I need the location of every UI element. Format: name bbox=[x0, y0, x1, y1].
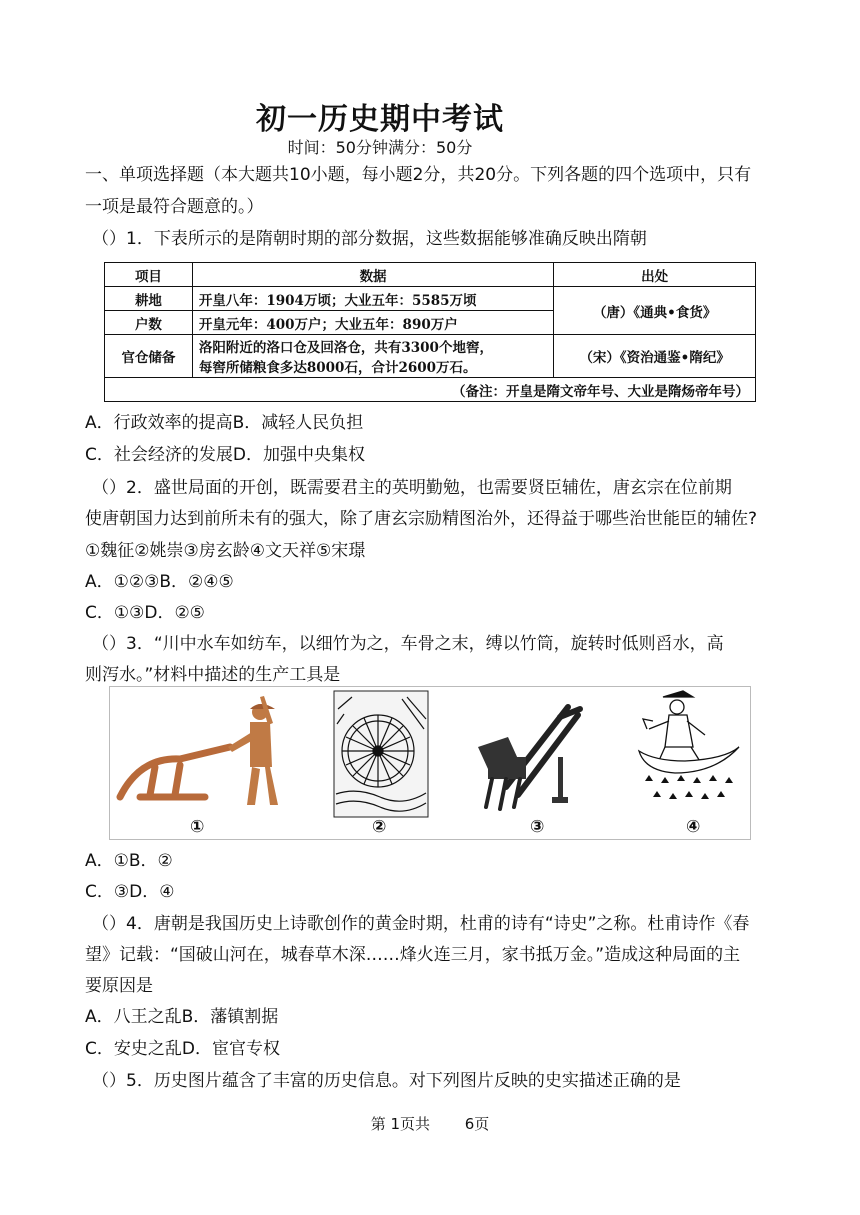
image-label-2: ② bbox=[372, 817, 387, 837]
table-cell-data: 开皇元年：400万户；大业五年：890万户 bbox=[192, 311, 553, 335]
table-header-cell: 项目 bbox=[105, 263, 193, 287]
question-4-options-cd: C．安史之乱D．宦官专权 bbox=[85, 1039, 280, 1059]
question-2-options-ab: A．①②③B．②④⑤ bbox=[85, 572, 234, 592]
farming-tools-image bbox=[109, 686, 751, 840]
table-cell-source: （宋）《资治通鉴•隋纪》 bbox=[554, 335, 756, 378]
seedling-boat-illustration bbox=[635, 689, 747, 817]
table-cell-data-line: 洛阳附近的洛口仓及回洛仓，共有3300个地窖， bbox=[198, 340, 493, 356]
table-cell-item: 耕地 bbox=[105, 287, 193, 311]
question-1-stem: （）1．下表所示的是隋朝时期的部分数据，这些数据能够准确反映出隋朝 bbox=[92, 229, 647, 249]
question-4-stem-end: 要原因是 bbox=[85, 976, 153, 996]
page-title: 初一历史期中考试 bbox=[256, 102, 504, 137]
question-3-options-cd: C．③D．④ bbox=[85, 882, 175, 902]
question-3-stem-cont: 则泻水。”材料中描述的生产工具是 bbox=[85, 665, 341, 685]
question-2-stem: （）2．盛世局面的开创，既需要君主的英明勤勉，也需要贤臣辅佐，唐玄宗在位前期 bbox=[92, 478, 732, 498]
table-cell-source: （唐）《通典•食货》 bbox=[554, 287, 756, 335]
question-1-options-cd: C．社会经济的发展D．加强中央集权 bbox=[85, 445, 365, 465]
question-5-stem: （）5．历史图片蕴含了丰富的历史信息。对下列图片反映的史实描述正确的是 bbox=[92, 1071, 681, 1091]
question-4-stem: （）4．唐朝是我国历史上诗歌创作的黄金时期，杜甫的诗有“诗史”之称。杜甫诗作《春 bbox=[92, 914, 750, 934]
table-cell-data: 开皇八年：1904万顷；大业五年：5585万顷 bbox=[192, 287, 553, 311]
waterwheel-illustration bbox=[332, 689, 430, 819]
seeder-illustration bbox=[468, 697, 588, 815]
exam-time-info: 时间：50分钟满分：50分 bbox=[287, 138, 473, 157]
table-cell-data-line: 每窖所储粮食多达8000石，合计2600万石。 bbox=[198, 360, 477, 376]
image-label-3: ③ bbox=[530, 817, 545, 837]
page-footer: 第 1页共 6页 bbox=[370, 1115, 490, 1133]
table-row bbox=[105, 287, 756, 311]
plough-illustration bbox=[110, 687, 280, 817]
table-cell-data bbox=[192, 335, 553, 378]
sui-data-table bbox=[104, 262, 756, 402]
question-4-options-ab: A．八王之乱B．藩镇割据 bbox=[85, 1007, 279, 1027]
table-note-row bbox=[105, 378, 756, 402]
section-heading: 一、单项选择题（本大题共10小题，每小题2分，共20分。下列各题的四个选项中，只有 bbox=[85, 165, 752, 185]
image-label-4: ④ bbox=[686, 817, 701, 837]
table-row bbox=[105, 335, 756, 378]
table-cell-item: 户数 bbox=[105, 311, 193, 335]
question-3-options-ab: A．①B．② bbox=[85, 851, 173, 871]
table-header-cell: 数据 bbox=[192, 263, 553, 287]
question-2-stem-cont: 使唐朝国力达到前所未有的强大，除了唐玄宗励精图治外，还得益于哪些治世能臣的辅佐? bbox=[85, 509, 758, 529]
question-2-options-cd: C．①③D．②⑤ bbox=[85, 603, 205, 623]
section-heading-cont: 一项是最符合题意的。） bbox=[85, 197, 264, 217]
question-2-choices: ①魏征②姚崇③房玄龄④文天祥⑤宋璟 bbox=[85, 541, 366, 561]
question-3-stem: （）3．“川中水车如纺车，以细竹为之，车骨之末，缚以竹筒，旋转时低则舀水，高 bbox=[92, 634, 724, 654]
question-4-stem-cont: 望》记载：“国破山河在，城春草木深……烽火连三月，家书抵万金。”造成这种局面的主 bbox=[85, 945, 741, 965]
question-1-options-ab: A．行政效率的提高B．减轻人民负担 bbox=[85, 413, 364, 433]
table-header-row bbox=[105, 263, 756, 287]
table-header-cell: 出处 bbox=[554, 263, 756, 287]
table-note: （备注：开皇是隋文帝年号、大业是隋炀帝年号） bbox=[105, 378, 756, 402]
table-cell-item: 官仓储备 bbox=[105, 335, 193, 378]
image-label-1: ① bbox=[190, 817, 205, 837]
